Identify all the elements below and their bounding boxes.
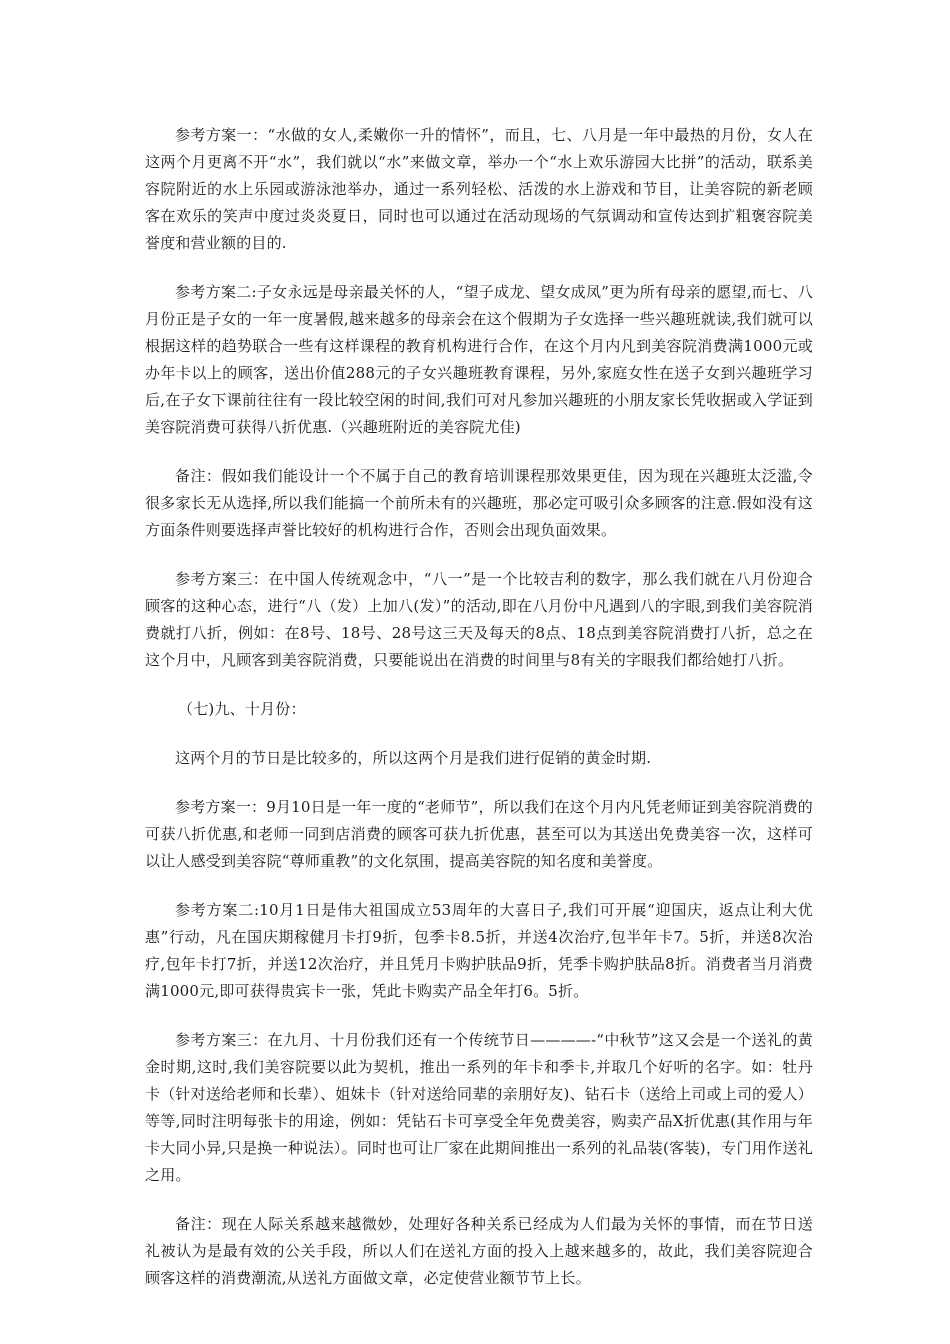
document-body	[145, 122, 813, 1314]
paragraph-note-one: 备注：假如我们能设计一个不属于自己的教育培训课程那效果更佳，因为现在兴趣班太泛滥,令很多家长无从选择,所以我们能搞一个前所未有的兴趣班，那必定可吸引众多顾客的注意.假如没有这方面条件则要选择声誉比较好的机构进行合作，否则会出现负面效果。	[145, 467, 813, 539]
section-heading-sep-oct: （七)九、十月份：	[178, 700, 306, 718]
paragraph-intro-sep-oct: 这两个月的节日是比较多的，所以这两个月是我们进行促销的黄金时期.	[175, 749, 652, 767]
paragraph-note-two: 备注：现在人际关系越来越微妙，处理好各种关系已经成为人们最为关怀的事情，而在节日送礼被认为是最有效的公关手段，所以人们在送礼方面的投入上越来越多的，故此，我们美容院迎合顾客这样的消费潮流,从送礼方面做文章，必定使营业额节节上长。	[145, 1215, 813, 1287]
paragraph-plan-one-teachers-day: 参考方案一：9月10日是一年一度的“老师节”，所以我们在这个月内凡凭老师证到美容院消费的可获八折优惠,和老师一同到店消费的顾客可获九折优惠，甚至可以为其送出免费美容一次，这样可以让人感受到美容院“尊师重教”的文化氛围，提高美容院的知名度和美誉度。	[145, 798, 813, 870]
paragraph-plan-three-august: 参考方案三：在中国人传统观念中，“八一”是一个比较吉利的数字，那么我们就在八月份迎合顾客的这种心态，进行“八（发）上加八(发）”的活动,即在八月份中凡遇到八的字眼,到我们美容院消费就打八折，例如：在8号、18号、28号这三天及每天的8点、18点到美容院消费打八折，总之在这个月中，凡顾客到美容院消费，只要能说出在消费的时间里与8有关的字眼我们都给她打八折。	[145, 570, 813, 669]
paragraph-plan-three-mid-autumn: 参考方案三：在九月、十月份我们还有一个传统节日————-“中秋节”这又会是一个送礼的黄金时期,这时,我们美容院要以此为契机，推出一系列的年卡和季卡,并取几个好听的名字。如：牡丹卡（针对送给老师和长辈）、姐妹卡（针对送给同辈的亲朋好友)、钻石卡（送给上司或上司的爱人）等等,同时注明每张卡的用途，例如：凭钻石卡可享受全年免费美容，购卖产品X折优惠(其作用与年卡大同小异,只是换一种说法）。同时也可让厂家在此期间推出一系列的礼品装(客装)，专门用作送礼之用。	[145, 1031, 813, 1184]
paragraph-plan-one-summer: 参考方案一：“水做的女人,柔嫩你一升的情怀”，而且，七、八月是一年中最热的月份，女人在这两个月更离不开“水”，我们就以“水”来做文章，举办一个“水上欢乐游园大比拼”的活动，联系美容院附近的水上乐园或游泳池举办，通过一系列轻松、活泼的水上游戏和节目，让美容院的新老顾客在欢乐的笑声中度过炎炎夏日，同时也可以通过在活动现场的气氛调动和宣传达到扩粗褒容院美誉度和营业额的目的.	[145, 126, 813, 252]
paragraph-plan-two-summer: 参考方案二:子女永远是母亲最关怀的人，“望子成龙、望女成凤”更为所有母亲的愿望,而七、八月份正是子女的一年一度暑假,越来越多的母亲会在这个假期为子女选择一些兴趣班就读,我们就可以根据这样的趋势联合一些有这样课程的教育机构进行合作，在这个月内凡到美容院消费满1000元或办年卡以上的顾客，送出价值288元的子女兴趣班教育课程，另外,家庭女性在送子女到兴趣班学习后,在子女下课前往往有一段比较空闲的时间,我们可对凡参加兴趣班的小朋友家长凭收据或入学证到美容院消费可获得八折优惠.（兴趣班附近的美容院尤佳)	[145, 283, 813, 436]
paragraph-plan-two-national-day: 参考方案二:10月1日是伟大祖国成立53周年的大喜日子,我们可开展“迎国庆，返点让利大优惠”行动，凡在国庆期稼健月卡打9折，包季卡8.5折，并送4次治疗,包半年卡7。5折，并送8次治疗,包年卡打7折，并送12次治疗，并且凭月卡购护肤品9折，凭季卡购护肤品8折。消费者当月消费满1000元,即可获得贵宾卡一张，凭此卡购卖产品全年打6。5折。	[145, 901, 813, 1000]
